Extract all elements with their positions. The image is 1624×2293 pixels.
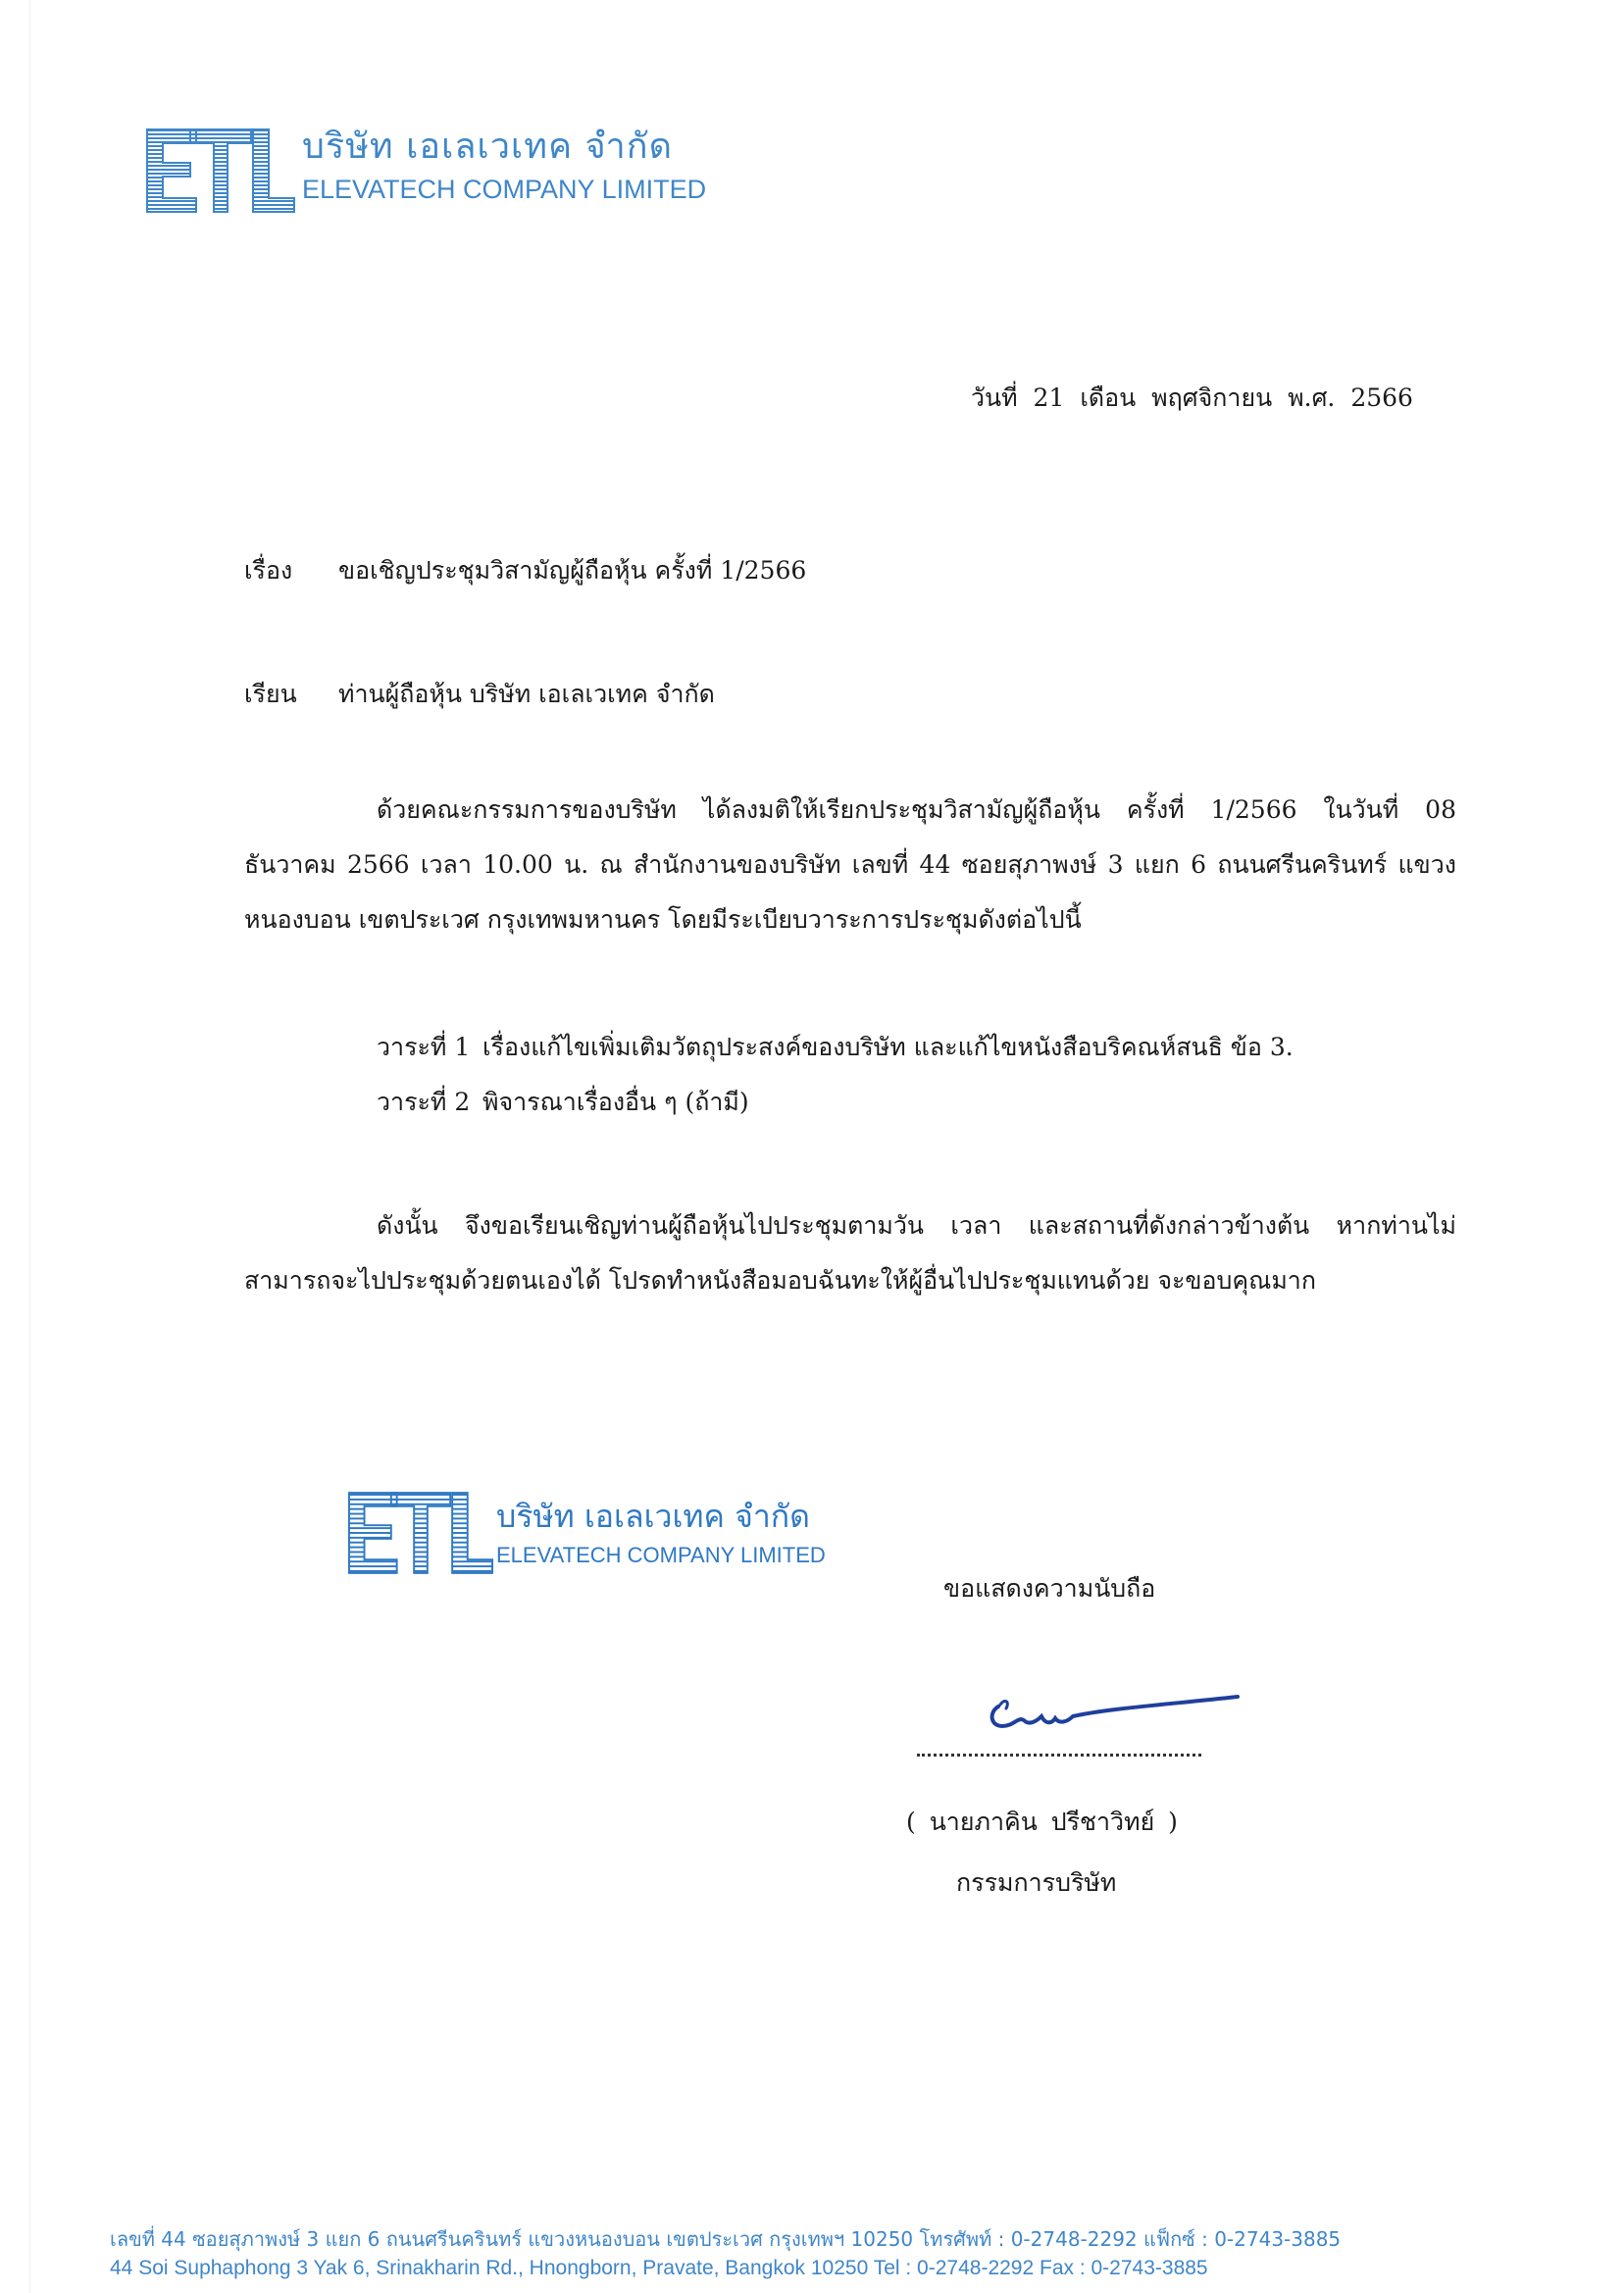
- subject-line: [244, 551, 806, 590]
- agenda-number: วาระที่ 2: [377, 1088, 471, 1116]
- agenda-number: วาระที่ 1: [377, 1033, 471, 1061]
- letter-date: วันที่ 21 เดือน พฤศจิกายน พ.ศ. 2566: [971, 383, 1413, 412]
- paragraph-2-text: ดังนั้น จึงขอเรียนเชิญท่านผู้ถือหุ้นไปประชุมตามวัน เวลา และสถานที่ดังกล่าวข้างต้น หากท่านไม่สามารถจะไปประชุมด้วยตนเองได้ โปรดทำหนังสือมอบฉันทะให้ผู้อื่นไปประชุมแทนด้วย จะขอบคุณมาก: [244, 1211, 1456, 1295]
- signer-title: กรรมการบริษัท: [956, 1868, 1117, 1897]
- page-edge: [29, 0, 30, 2293]
- signer-name: ( นายภาคิน ปรีชาวิทย์ ): [906, 1808, 1178, 1836]
- agenda-item: [377, 1075, 1294, 1130]
- letterhead-text: [302, 126, 706, 206]
- stamp-company-thai: บริษัท เอเลเวเทค จำกัด: [496, 1498, 810, 1535]
- subject-label: เรื่อง: [244, 556, 293, 585]
- stamp-company-english: ELEVATECH COMPANY LIMITED: [496, 1543, 826, 1567]
- etl-stamp-logo-icon: [347, 1489, 494, 1577]
- signature-line: [917, 1752, 1201, 1757]
- stamp-text: [496, 1497, 826, 1569]
- body-paragraph-1: [244, 783, 1456, 947]
- agenda-item: [377, 1020, 1294, 1075]
- paragraph-1-text: ด้วยคณะกรรมการของบริษัท ได้ลงมติให้เรียกประชุมวิสามัญผู้ถือหุ้น ครั้งที่ 1/2566 ในวันที่ 08 ธันวาคม 2566 เวลา 10.00 น. ณ สำนักงานของบริษัท เลขที่ 44 ซอยสุภาพงษ์ 3 แยก 6 ถนนศรีนครินทร์ แขวงหนองบอน เขตประเวศ กรุงเทพมหานคร โดยมีระเบียบวาระการประชุมดังต่อไปนี้: [244, 795, 1456, 934]
- agenda-text: พิจารณาเรื่องอื่น ๆ (ถ้ามี): [482, 1088, 749, 1116]
- agenda-text: เรื่องแก้ไขเพิ่มเติมวัตถุประสงค์ของบริษัท และแก้ไขหนังสือบริคณห์สนธิ ข้อ 3.: [482, 1033, 1294, 1061]
- agenda-list: [377, 1020, 1294, 1130]
- company-name-thai: บริษัท เอเลเวเทค จำกัด: [302, 127, 673, 167]
- closing-salutation: ขอแสดงความนับถือ: [943, 1574, 1156, 1603]
- letterhead: [145, 126, 706, 216]
- recipient-text: ท่านผู้ถือหุ้น บริษัท เอเลเวเทค จำกัด: [338, 680, 715, 708]
- company-stamp: [347, 1489, 826, 1577]
- subject-text: ขอเชิญประชุมวิสามัญผู้ถือหุ้น ครั้งที่ 1/2566: [338, 556, 807, 585]
- footer-address-english: 44 Soi Suphaphong 3 Yak 6, Srinakharin Rd., Hnongborn, Pravate, Bangkok 10250 Tel : 0-2748-2292 Fax : 0-2743-3885: [110, 2257, 1208, 2279]
- footer-address: [110, 2224, 1341, 2283]
- recipient-label: เรียน: [244, 680, 297, 708]
- handwritten-signature: [981, 1687, 1245, 1746]
- recipient-line: [244, 675, 715, 714]
- footer-address-thai: เลขที่ 44 ซอยสุภาพงษ์ 3 แยก 6 ถนนศรีนครินทร์ แขวงหนองบอน เขตประเวศ กรุงเทพฯ 10250 โทรศัพท์ : 0-2748-2292 แฟ็กซ์ : 0-2743-3885: [110, 2227, 1342, 2251]
- body-paragraph-2: [244, 1198, 1456, 1308]
- company-name-english: ELEVATECH COMPANY LIMITED: [302, 175, 707, 204]
- etl-striped-logo-icon: [145, 126, 296, 216]
